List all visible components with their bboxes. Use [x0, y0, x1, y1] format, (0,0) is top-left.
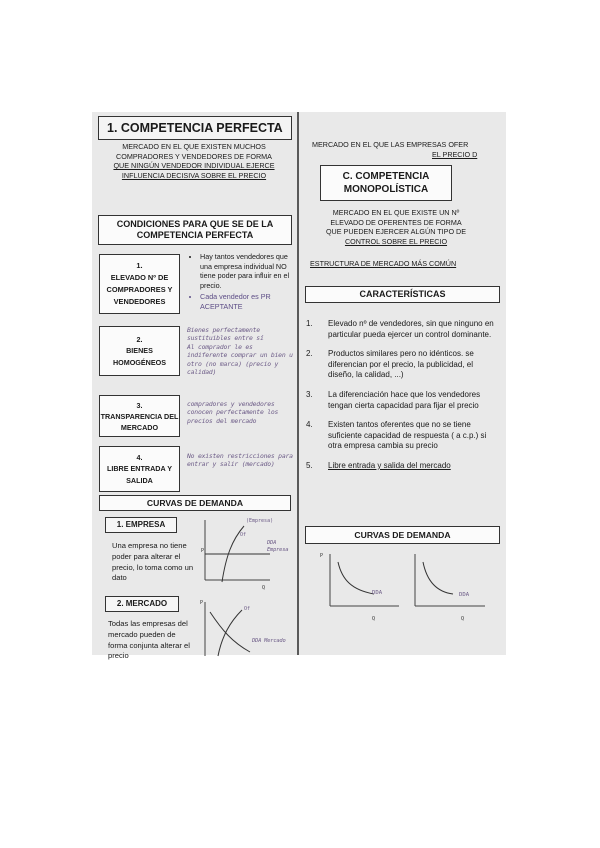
right-curves-title	[305, 526, 500, 544]
condition-2-handwritten-note: Bienes perfectamente sustituibles entre sí Al comprador le es indiferente comprar un bien u otro (no marca) (precio y calidad)	[187, 326, 293, 377]
empresa-graph-title: (Empresa)	[246, 518, 274, 524]
empresa-q-label: Q	[262, 585, 266, 591]
mercado-demand-curve	[210, 612, 250, 652]
graph1-p-label: P	[320, 553, 324, 559]
left-curves-title	[99, 495, 291, 511]
definition-line: QUE NINGÚN VENDEDOR INDIVIDUAL EJERCE	[113, 161, 275, 171]
characteristic-number: 2.	[306, 349, 313, 359]
mercado-supply-label: Of	[244, 606, 251, 612]
graph2-demand-curve	[423, 562, 453, 594]
definition-line: ELEVADO DE OFERENTES DE FORMA	[330, 217, 462, 227]
characteristic-item	[306, 420, 496, 452]
right-top-line: EL PRECIO D	[432, 149, 478, 159]
graph2-dda-label: DDA	[459, 592, 470, 598]
graph1-dda-label: DDA	[372, 590, 383, 596]
section-title-perfect-competition	[98, 116, 292, 140]
condition-label: 2. BIENES HOMOGÉNEOS	[112, 334, 167, 367]
perfect-competition-definition	[98, 142, 290, 180]
definition-line: MERCADO EN EL QUE EXISTEN MUCHOS	[122, 142, 266, 151]
mercado-label: 2. MERCADO	[116, 599, 168, 608]
empresa-dda-label: DDA Empresa	[267, 540, 289, 553]
condition-bullet: • Cada vendedor es PR ACEPTANTE	[200, 292, 299, 311]
graph1-demand-curve	[338, 562, 374, 594]
condition-box-4	[99, 446, 180, 492]
condition-box-3	[99, 395, 180, 437]
definition-line: COMPRADORES Y VENDEDORES DE FORMA	[116, 151, 272, 161]
definition-line: MERCADO EN EL QUE EXISTE UN Nº	[332, 208, 460, 217]
characteristic-number: 4.	[306, 420, 313, 430]
mercado-label-box	[105, 596, 179, 612]
conditions-title-text: CONDICIONES PARA QUE SE DE LA COMPETENCIA PERFECTA	[116, 219, 274, 240]
condition-box-2	[99, 326, 180, 376]
mercado-dda-label: DDA Mercado	[252, 638, 286, 644]
empresa-label-box	[105, 517, 177, 533]
condition-box-1	[99, 254, 180, 314]
section-title-text: 1. COMPETENCIA PERFECTA	[107, 121, 283, 135]
definition-line: CONTROL SOBRE EL PRECIO	[344, 236, 448, 246]
condition-4-handwritten-note: No existen restricciones para entrar y salir (mercado)	[187, 452, 293, 469]
condition-label: 3. TRANSPARENCIA DEL MERCADO	[100, 400, 179, 432]
definition-line: INFLUENCIA DECISIVA SOBRE EL PRECIO	[121, 170, 267, 180]
monopolistic-demand-graph-2	[405, 548, 498, 624]
empresa-text: Una empresa no tiene poder para alterar el precio, lo toma como un dato	[112, 541, 194, 583]
condition-label: 1. ELEVADO Nº DE COMPRADORES Y VENDEDORES	[106, 261, 173, 306]
mercado-supply-curve	[218, 610, 242, 656]
characteristic-number: 3.	[306, 389, 313, 399]
characteristics-title	[305, 286, 500, 303]
column-divider	[297, 112, 299, 655]
conditions-title	[98, 215, 292, 245]
empresa-supply-label: Of	[240, 532, 247, 538]
market-structure-note: ESTRUCTURA DE MERCADO MÁS COMÚN	[310, 259, 457, 268]
section-title-monopolistic	[320, 165, 452, 201]
condition-3-handwritten-note: compradores y vendedores conocen perfectamente los precios del mercado	[187, 400, 279, 425]
characteristic-text: Elevado nº de vendedores, sin que ninguno en particular pueda ejercer un control dominante.	[328, 319, 494, 339]
characteristic-number: 1.	[306, 319, 313, 328]
characteristic-item	[306, 349, 496, 381]
graph2-q-label: Q	[461, 616, 465, 622]
mercado-demand-graph	[200, 596, 300, 656]
right-top-line: MERCADO EN EL QUE LAS EMPRESAS OFER	[312, 140, 469, 149]
right-top-definition	[312, 140, 512, 159]
empresa-p-label: P	[201, 548, 205, 554]
monopolistic-demand-graph-1	[314, 548, 404, 624]
definition-line: QUE PUEDEN EJERCER ALGÚN TIPO DE	[325, 227, 467, 237]
characteristic-item	[306, 461, 496, 472]
condition-bullet: • Hay tantos vendedores que una empresa individual NO tiene poder para influir en el precio.	[200, 252, 299, 290]
characteristic-text: Productos similares pero no idénticos. se diferencian por el precio, la publicidad, el diseño, la calidad, ...)	[328, 349, 474, 380]
monopolistic-definition	[306, 208, 486, 246]
empresa-label: 1. EMPRESA	[116, 520, 166, 529]
mercado-p-label: P	[200, 600, 204, 606]
curves-title-text: CURVAS DE DEMANDA	[146, 498, 244, 508]
section-title-monopolistic-text: C. COMPETENCIA MONOPOLÍSTICA	[342, 171, 430, 195]
mercado-text: Todas las empresas del mercado pueden de forma conjunta alterar el precio	[108, 619, 190, 661]
characteristics-title-text: CARACTERÍSTICAS	[359, 289, 446, 299]
characteristics-list	[306, 319, 496, 481]
characteristic-item	[306, 390, 496, 411]
characteristic-text: Libre entrada y salida del mercado	[328, 460, 451, 470]
notes-sheet	[92, 112, 506, 661]
characteristic-item	[306, 319, 496, 340]
characteristic-text: Existen tantos oferentes que no se tiene suficiente capacidad de respuesta ( a c.p.) si otra empresa cambia su precio	[328, 420, 487, 451]
characteristic-number: 5.	[306, 460, 313, 470]
graph1-q-label: Q	[372, 616, 376, 622]
condition-1-notes	[189, 252, 299, 314]
characteristic-text: La diferenciación hace que los vendedores tengan cierta capacidad para fijar el precio	[328, 389, 481, 410]
curves-title-text: CURVAS DE DEMANDA	[354, 530, 451, 540]
condition-label: 4. LIBRE ENTRADA Y SALIDA	[106, 452, 173, 485]
